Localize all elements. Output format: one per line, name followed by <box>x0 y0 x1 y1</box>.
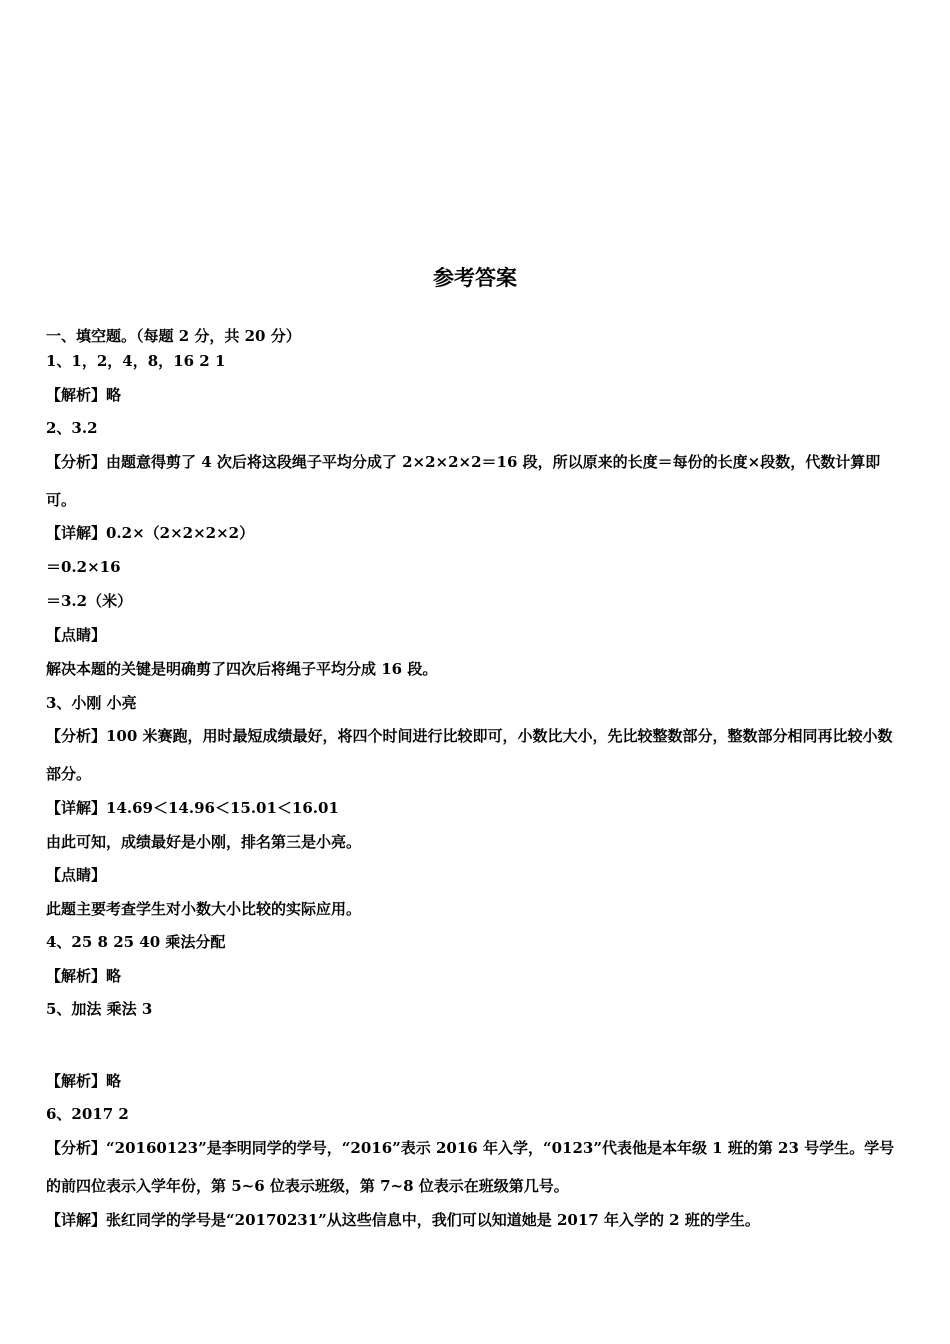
page-title: 参考答案 <box>433 266 517 290</box>
section-heading: 一、填空题。（每题 2 分，共 20 分） <box>46 327 301 345</box>
analysis-paragraph: 【分析】“20160123”是李明同学的学号，“2016”表示 2016 年入学，“0123”代表他是本年级 1 班的第 23 号学生。学号的前四位表示入学年份，第 5~6 位表示班级，第 7~8 位表示在班级第几号。 <box>46 1139 895 1195</box>
answer-3: 3、小刚 小亮 <box>46 694 137 712</box>
detail-line: 【详解】14.69＜14.96＜15.01＜16.01 <box>46 799 339 817</box>
answer-5: 5、加法 乘法 3 <box>46 1000 153 1018</box>
comment-label: 【点睛】 <box>46 626 107 644</box>
answer-1: 1、1，2，4，8，16 2 1 <box>46 352 226 370</box>
comment-text: 解决本题的关键是明确剪了四次后将绳子平均分成 16 段。 <box>46 660 438 678</box>
detail-line: 【详解】张红同学的学号是“20170231”从这些信息中，我们可以知道她是 2017 年入学的 2 班的学生。 <box>46 1211 760 1229</box>
analysis-line: 【解析】略 <box>46 1072 122 1090</box>
detail-line: 【详解】0.2×（2×2×2×2） <box>46 524 255 542</box>
analysis-line: 【解析】略 <box>46 386 122 404</box>
comment-label: 【点睛】 <box>46 866 107 884</box>
conclusion-line: 由此可知，成绩最好是小刚，排名第三是小亮。 <box>46 833 362 851</box>
answer-6: 6、2017 2 <box>46 1105 129 1123</box>
comment-text: 此题主要考查学生对小数大小比较的实际应用。 <box>46 900 362 918</box>
analysis-paragraph: 【分析】100 米赛跑，用时最短成绩最好，将四个时间进行比较即可，小数比大小，先比较整数部分，整数部分相同再比较小数部分。 <box>46 727 893 783</box>
answer-4: 4、25 8 25 40 乘法分配 <box>46 933 226 951</box>
calc-line: ＝3.2（米） <box>46 592 133 610</box>
calc-line: ＝0.2×16 <box>46 558 121 576</box>
answer-2: 2、3.2 <box>46 419 98 437</box>
analysis-paragraph: 【分析】由题意得剪了 4 次后将这段绳子平均分成了 2×2×2×2＝16 段，所以原来的长度＝每份的长度×段数，代数计算即可。 <box>46 453 881 509</box>
analysis-line: 【解析】略 <box>46 967 122 985</box>
